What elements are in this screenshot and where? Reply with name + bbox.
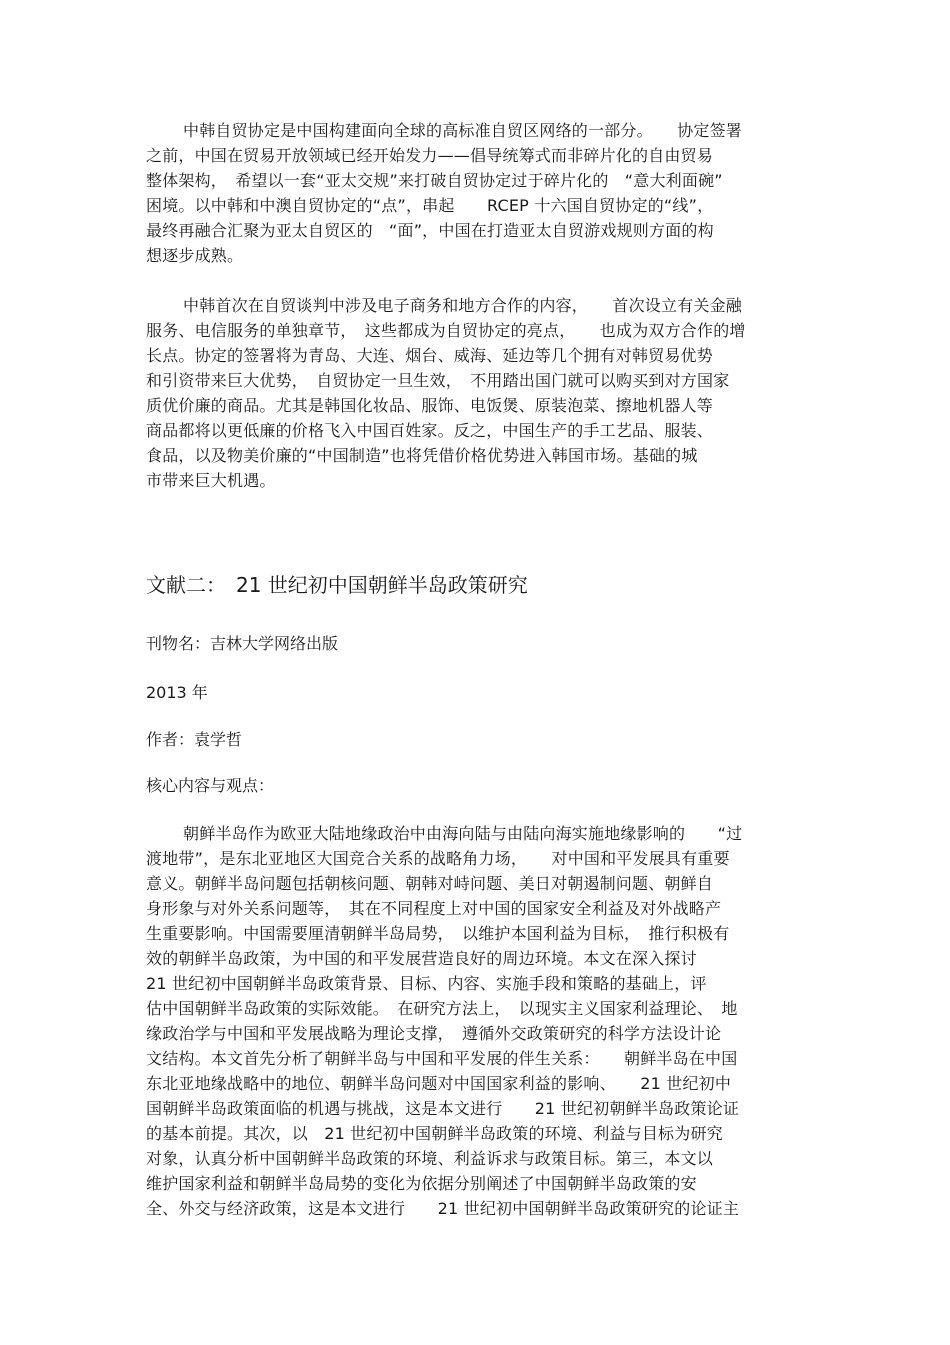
paragraph-3-line: 文结构。本文首先分析了朝鲜半岛与中国和平发展的伴生关系： 朝鲜半岛在中国 [146,1049,738,1068]
paragraph-3-line: 生重要影响。中国需要厘清朝鲜半岛局势， 以维护本国利益为目标， 推行积极有 [146,924,730,943]
paragraph-3-line: 维护国家利益和朝鲜半岛局势的变化为依据分别阐述了中国朝鲜半岛政策的安 [146,1174,697,1193]
section-heading: 文献二： 21 世纪初中国朝鲜半岛政策研究 [146,573,528,597]
paragraph-3-line: 对象，认真分析中国朝鲜半岛政策的环境、利益诉求与政策目标。第三，本文以 [146,1149,714,1168]
paragraph-1-line: 整体架构， 希望以一套“亚太交规”来打破自贸协定过于碎片化的 “意大利面碗” [146,171,723,190]
paragraph-3-line: 渡地带”，是东北亚地区大国竞合关系的战略角力场， 对中国和平发展具有重要 [146,849,730,868]
paragraph-3-line: 朝鲜半岛作为欧亚大陆地缘政治中由海向陆与由陆向海实施地缘影响的 “过 [183,824,743,843]
paragraph-3-line: 全、外交与经济政策，这是本文进行 21 世纪初中国朝鲜半岛政策研究的论证主 [146,1199,740,1218]
paragraph-3-line: 估中国朝鲜半岛政策的实际效能。 在研究方法上， 以现实主义国家利益理论、 地 [146,999,738,1018]
author: 作者：袁学哲 [146,730,243,749]
paragraph-3-line: 国朝鲜半岛政策面临的机遇与挑战，这是本文进行 21 世纪初朝鲜半岛政策论证 [146,1099,740,1118]
paragraph-3-line: 效的朝鲜半岛政策，为中国的和平发展营造良好的周边环境。本文在深入探讨 [146,949,697,968]
paragraph-1-line: 困境。以中韩和中澳自贸协定的“点”，串起 RCEP 十六国自贸协定的“线”， [146,196,714,215]
paragraph-3-line: 的基本前提。其次，以 21 世纪初中国朝鲜半岛政策的环境、利益与目标为研究 [146,1124,723,1143]
paragraph-3-line: 缘政治学与中国和平发展战略为理论支撑， 遵循外交政策研究的科学方法设计论 [146,1024,722,1043]
paragraph-3-line: 21 世纪初中国朝鲜半岛政策背景、目标、内容、实施手段和策略的基础上，评 [146,974,707,993]
paragraph-2-line: 长点。协定的签署将为青岛、大连、烟台、威海、延边等几个拥有对韩贸易优势 [146,346,714,365]
paragraph-1-line: 最终再融合汇聚为亚太自贸区的 “面”，中国在打造亚太自贸游戏规则方面的构 [146,221,714,240]
paragraph-1-line: 想逐步成熟。 [146,246,244,265]
paragraph-2-line: 服务、电信服务的单独章节， 这些都成为自贸协定的亮点， 也成为双方合作的增 [146,321,746,340]
paragraph-1-line: 中韩自贸协定是中国构建面向全球的高标准自贸区网络的一部分。 协定签署 [183,121,743,140]
paragraph-3-line: 意义。朝鲜半岛问题包括朝核问题、朝韩对峙问题、美日对朝遏制问题、朝鲜自 [146,874,714,893]
core-content-label: 核心内容与观点： [146,776,275,795]
paragraph-2-line: 食品，以及物美价廉的“中国制造”也将凭借价格优势进入韩国市场。基础的城 [146,446,698,465]
paragraph-2-line: 商品都将以更低廉的价格飞入中国百姓家。反之，中国生产的手工艺品、服装、 [146,421,714,440]
paragraph-2-line: 质优价廉的商品。尤其是韩国化妆品、服饰、电饭煲、原装泡菜、擦地机器人等 [146,396,714,415]
paragraph-3-line: 东北亚地缘战略中的地位、朝鲜半岛问题对中国国家利益的影响、 21 世纪初中 [146,1074,732,1093]
paragraph-2-line: 市带来巨大机遇。 [146,471,276,490]
publication-year: 2013 年 [146,683,208,702]
paragraph-2-line: 中韩首次在自贸谈判中涉及电子商务和地方合作的内容， 首次设立有关金融 [183,296,743,315]
paragraph-2-line: 和引资带来巨大优势， 自贸协定一旦生效， 不用踏出国门就可以购买到对方国家 [146,371,730,390]
paragraph-3-line: 身形象与对外关系问题等， 其在不同程度上对中国的国家安全利益及对外战略产 [146,899,722,918]
journal-name: 刊物名：吉林大学网络出版 [146,634,339,653]
paragraph-1-line: 之前，中国在贸易开放领域已经开始发力——倡导统筹式而非碎片化的自由贸易 [146,146,714,165]
